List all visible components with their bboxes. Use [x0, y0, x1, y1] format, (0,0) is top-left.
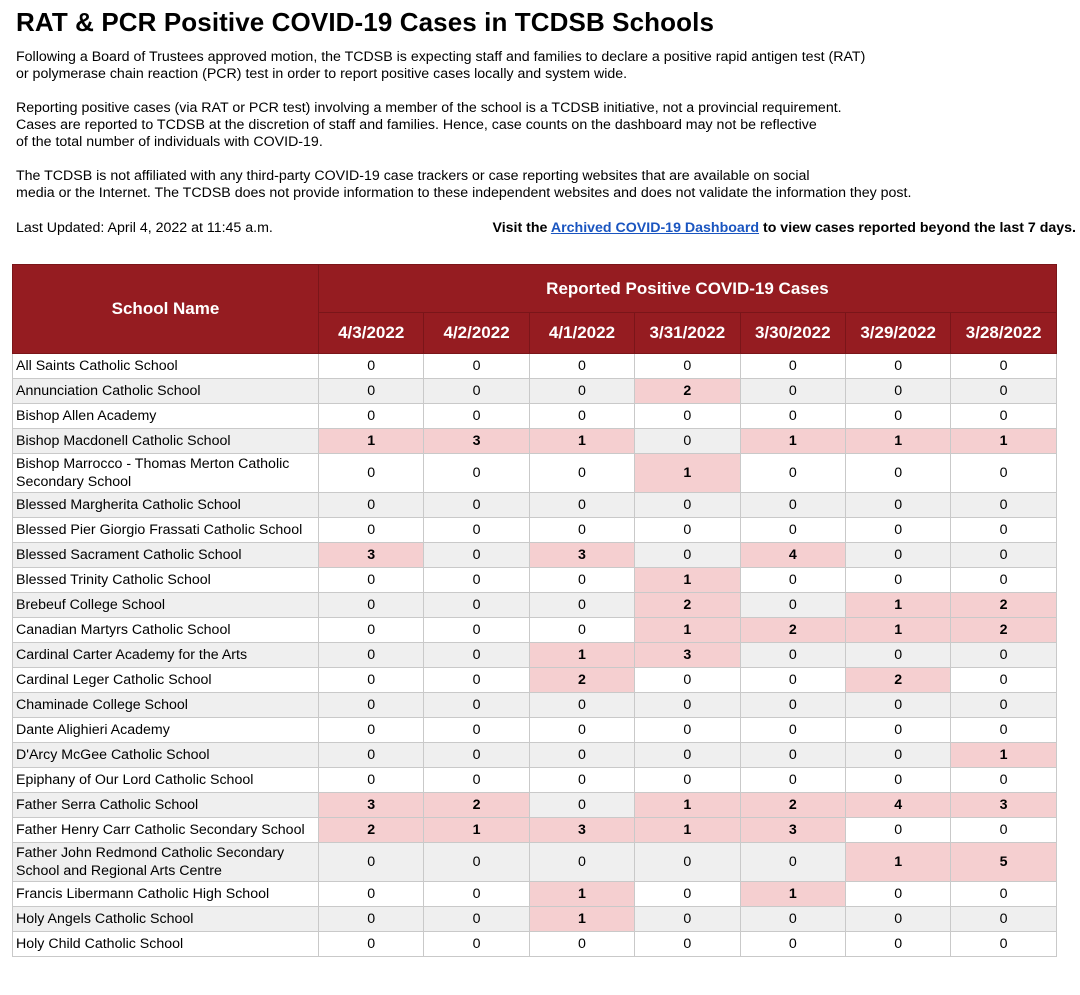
page-title: RAT & PCR Positive COVID-19 Cases in TCDSB Schools: [16, 7, 714, 37]
case-count-cell: 0: [424, 718, 529, 743]
case-count-cell: 0: [740, 743, 845, 768]
case-count-cell: 0: [951, 718, 1056, 743]
case-count-cell: 0: [424, 593, 529, 618]
case-count-cell: 0: [424, 568, 529, 593]
case-count-cell: 0: [951, 693, 1056, 718]
reported-cases-header: Reported Positive COVID-19 Cases: [319, 265, 1057, 313]
case-count-cell: 0: [635, 354, 740, 379]
case-count-cell: 1: [845, 843, 950, 882]
case-count-cell: 0: [424, 618, 529, 643]
last-updated: Last Updated: April 4, 2022 at 11:45 a.m.: [16, 220, 273, 236]
case-count-cell: 0: [319, 693, 424, 718]
case-count-cell: 2: [635, 379, 740, 404]
case-count-cell: 0: [951, 404, 1056, 429]
case-count-cell: 1: [740, 882, 845, 907]
table-row: [13, 818, 1057, 843]
case-count-cell: 0: [319, 907, 424, 932]
school-name-cell: Brebeuf College School: [13, 593, 319, 618]
date-header: 3/30/2022: [740, 313, 845, 354]
case-count-cell: 0: [951, 518, 1056, 543]
school-name-cell: Bishop Allen Academy: [13, 404, 319, 429]
case-count-cell: 0: [740, 843, 845, 882]
case-count-cell: 0: [740, 693, 845, 718]
table-row: [13, 618, 1057, 643]
case-count-cell: 0: [319, 593, 424, 618]
school-name-header: School Name: [13, 265, 319, 354]
table-row: [13, 882, 1057, 907]
table-row: [13, 543, 1057, 568]
case-count-cell: 0: [951, 668, 1056, 693]
table-row: [13, 379, 1057, 404]
case-count-cell: 2: [951, 593, 1056, 618]
case-count-cell: 0: [845, 907, 950, 932]
meta-row: [16, 220, 1076, 240]
case-count-cell: 0: [529, 454, 634, 493]
case-count-cell: 0: [951, 643, 1056, 668]
case-count-cell: 0: [635, 693, 740, 718]
case-count-cell: 0: [845, 882, 950, 907]
case-count-cell: 0: [635, 518, 740, 543]
school-name-cell: Father John Redmond Catholic Secondary School and Regional Arts Centre: [13, 843, 319, 882]
case-count-cell: 0: [319, 643, 424, 668]
case-count-cell: 0: [424, 518, 529, 543]
date-header: 3/29/2022: [845, 313, 950, 354]
school-name-cell: Blessed Margherita Catholic School: [13, 493, 319, 518]
case-count-cell: 1: [635, 454, 740, 493]
case-count-cell: 0: [845, 354, 950, 379]
case-count-cell: 0: [319, 354, 424, 379]
case-count-cell: 0: [424, 693, 529, 718]
case-count-cell: 0: [951, 543, 1056, 568]
school-name-cell: Annunciation Catholic School: [13, 379, 319, 404]
table-row: [13, 743, 1057, 768]
case-count-cell: 2: [740, 618, 845, 643]
case-count-cell: 0: [951, 932, 1056, 957]
table-body: [13, 354, 1057, 957]
case-count-cell: 0: [424, 354, 529, 379]
school-name-cell: Francis Libermann Catholic High School: [13, 882, 319, 907]
case-count-cell: 0: [845, 543, 950, 568]
case-count-cell: 0: [319, 454, 424, 493]
date-header: 3/28/2022: [951, 313, 1056, 354]
case-count-cell: 1: [319, 429, 424, 454]
table-row: [13, 768, 1057, 793]
table-row: [13, 668, 1057, 693]
school-name-cell: Epiphany of Our Lord Catholic School: [13, 768, 319, 793]
case-count-cell: 0: [424, 932, 529, 957]
case-count-cell: 0: [319, 718, 424, 743]
school-name-cell: Father Henry Carr Catholic Secondary School: [13, 818, 319, 843]
case-count-cell: 1: [424, 818, 529, 843]
table-row: [13, 518, 1057, 543]
case-count-cell: 0: [845, 643, 950, 668]
table-row: [13, 429, 1057, 454]
intro-paragraph-3: The TCDSB is not affiliated with any third-party COVID-19 case trackers or case reporting websites that are available on social media or the Internet. The TCDSB does not provide information to these independent websites and does not validate the information they post.: [16, 168, 912, 201]
case-count-cell: 1: [635, 568, 740, 593]
school-name-cell: Cardinal Carter Academy for the Arts: [13, 643, 319, 668]
case-count-cell: 0: [424, 379, 529, 404]
case-count-cell: 0: [529, 354, 634, 379]
case-count-cell: 0: [951, 379, 1056, 404]
case-count-cell: 1: [951, 743, 1056, 768]
case-count-cell: 0: [319, 768, 424, 793]
case-count-cell: 1: [635, 793, 740, 818]
case-count-cell: 0: [635, 404, 740, 429]
case-count-cell: 0: [529, 379, 634, 404]
school-name-cell: D'Arcy McGee Catholic School: [13, 743, 319, 768]
case-count-cell: 1: [529, 882, 634, 907]
case-count-cell: 0: [740, 568, 845, 593]
case-count-cell: 0: [951, 818, 1056, 843]
case-count-cell: 0: [319, 493, 424, 518]
case-count-cell: 0: [635, 493, 740, 518]
archived-dashboard-link[interactable]: Archived COVID-19 Dashboard: [550, 220, 760, 236]
case-count-cell: 3: [319, 543, 424, 568]
case-count-cell: 0: [951, 907, 1056, 932]
case-count-cell: 0: [845, 518, 950, 543]
case-count-cell: 1: [635, 818, 740, 843]
table-row: [13, 568, 1057, 593]
case-count-cell: 0: [740, 379, 845, 404]
table-row: [13, 454, 1057, 493]
case-count-cell: 0: [424, 404, 529, 429]
case-count-cell: 0: [845, 743, 950, 768]
case-count-cell: 0: [319, 668, 424, 693]
case-count-cell: 0: [740, 493, 845, 518]
case-count-cell: 0: [740, 668, 845, 693]
case-count-cell: 1: [845, 593, 950, 618]
case-count-cell: 3: [529, 543, 634, 568]
school-name-cell: Father Serra Catholic School: [13, 793, 319, 818]
school-name-cell: Holy Child Catholic School: [13, 932, 319, 957]
case-count-cell: 0: [424, 907, 529, 932]
case-count-cell: 5: [951, 843, 1056, 882]
case-count-cell: 0: [529, 743, 634, 768]
school-name-cell: Bishop Marrocco - Thomas Merton Catholic Secondary School: [13, 454, 319, 493]
case-count-cell: 0: [529, 768, 634, 793]
case-count-cell: 3: [740, 818, 845, 843]
case-count-cell: 0: [635, 718, 740, 743]
case-count-cell: 0: [424, 543, 529, 568]
case-count-cell: 1: [740, 429, 845, 454]
case-count-cell: 0: [635, 843, 740, 882]
case-count-cell: 0: [635, 543, 740, 568]
case-count-cell: 0: [740, 907, 845, 932]
case-count-cell: 0: [424, 454, 529, 493]
case-count-cell: 0: [319, 379, 424, 404]
case-count-cell: 0: [529, 793, 634, 818]
case-count-cell: 0: [529, 568, 634, 593]
cases-table: [12, 264, 1057, 957]
school-name-cell: Holy Angels Catholic School: [13, 907, 319, 932]
case-count-cell: 0: [845, 818, 950, 843]
case-count-cell: 0: [424, 843, 529, 882]
case-count-cell: 0: [424, 493, 529, 518]
case-count-cell: 2: [951, 618, 1056, 643]
case-count-cell: 0: [951, 568, 1056, 593]
case-count-cell: 0: [845, 493, 950, 518]
case-count-cell: 1: [845, 618, 950, 643]
case-count-cell: 0: [635, 743, 740, 768]
case-count-cell: 2: [319, 818, 424, 843]
case-count-cell: 0: [635, 907, 740, 932]
case-count-cell: 2: [845, 668, 950, 693]
case-count-cell: 0: [740, 454, 845, 493]
case-count-cell: 0: [424, 668, 529, 693]
intro-paragraph-2: Reporting positive cases (via RAT or PCR test) involving a member of the school is a TCDSB initiative, not a provincial requirement. Cases are reported to TCDSB at the discretion of staff and families. Hence, case counts on the dashboard may not be reflective of the total number of individuals with COVID-19.: [16, 100, 842, 150]
case-count-cell: 0: [319, 618, 424, 643]
table-row: [13, 593, 1057, 618]
case-count-cell: 1: [951, 429, 1056, 454]
case-count-cell: 3: [319, 793, 424, 818]
case-count-cell: 0: [319, 743, 424, 768]
case-count-cell: 0: [845, 693, 950, 718]
case-count-cell: 0: [529, 718, 634, 743]
date-header: 4/2/2022: [424, 313, 529, 354]
case-count-cell: 0: [529, 932, 634, 957]
case-count-cell: 3: [635, 643, 740, 668]
case-count-cell: 0: [529, 493, 634, 518]
case-count-cell: 0: [424, 882, 529, 907]
case-count-cell: 0: [529, 843, 634, 882]
case-count-cell: 0: [635, 882, 740, 907]
case-count-cell: 0: [319, 404, 424, 429]
case-count-cell: 0: [740, 354, 845, 379]
case-count-cell: 3: [424, 429, 529, 454]
case-count-cell: 0: [319, 518, 424, 543]
school-name-cell: Blessed Pier Giorgio Frassati Catholic School: [13, 518, 319, 543]
case-count-cell: 0: [845, 379, 950, 404]
table-row: [13, 354, 1057, 379]
case-count-cell: 3: [529, 818, 634, 843]
case-count-cell: 1: [529, 907, 634, 932]
table-row: [13, 693, 1057, 718]
page: [16, 0, 1076, 240]
case-count-cell: 0: [951, 454, 1056, 493]
table-row: [13, 643, 1057, 668]
case-count-cell: 0: [845, 404, 950, 429]
school-name-cell: Cardinal Leger Catholic School: [13, 668, 319, 693]
school-name-cell: Dante Alighieri Academy: [13, 718, 319, 743]
case-count-cell: 0: [529, 404, 634, 429]
table-row: [13, 404, 1057, 429]
case-count-cell: 0: [951, 354, 1056, 379]
case-count-cell: 1: [635, 618, 740, 643]
case-count-cell: 0: [529, 618, 634, 643]
case-count-cell: 0: [319, 843, 424, 882]
case-count-cell: 0: [635, 932, 740, 957]
case-count-cell: 0: [424, 768, 529, 793]
case-count-cell: 0: [740, 404, 845, 429]
case-count-cell: 0: [319, 882, 424, 907]
school-name-cell: All Saints Catholic School: [13, 354, 319, 379]
date-header: 4/3/2022: [319, 313, 424, 354]
school-name-cell: Blessed Trinity Catholic School: [13, 568, 319, 593]
table-row: [13, 793, 1057, 818]
case-count-cell: 2: [424, 793, 529, 818]
case-count-cell: 0: [319, 568, 424, 593]
case-count-cell: 0: [635, 429, 740, 454]
case-count-cell: 0: [740, 768, 845, 793]
case-count-cell: 0: [740, 593, 845, 618]
case-count-cell: 0: [845, 768, 950, 793]
case-count-cell: 2: [529, 668, 634, 693]
case-count-cell: 0: [951, 493, 1056, 518]
archive-prefix: Visit the: [492, 220, 548, 236]
case-count-cell: 0: [635, 668, 740, 693]
case-count-cell: 0: [529, 593, 634, 618]
case-count-cell: 0: [845, 718, 950, 743]
case-count-cell: 0: [740, 643, 845, 668]
case-count-cell: 0: [529, 518, 634, 543]
case-count-cell: 0: [529, 693, 634, 718]
case-count-cell: 0: [424, 743, 529, 768]
case-count-cell: 0: [951, 882, 1056, 907]
case-count-cell: 4: [845, 793, 950, 818]
school-name-cell: Blessed Sacrament Catholic School: [13, 543, 319, 568]
case-count-cell: 2: [635, 593, 740, 618]
case-count-cell: 0: [845, 932, 950, 957]
table-row: [13, 843, 1057, 882]
case-count-cell: 1: [529, 643, 634, 668]
case-count-cell: 0: [740, 932, 845, 957]
date-header: 3/31/2022: [635, 313, 740, 354]
school-name-cell: Bishop Macdonell Catholic School: [13, 429, 319, 454]
case-count-cell: 0: [740, 718, 845, 743]
date-header: 4/1/2022: [529, 313, 634, 354]
case-count-cell: 0: [424, 643, 529, 668]
case-count-cell: 4: [740, 543, 845, 568]
archive-notice: [493, 220, 1076, 236]
case-count-cell: 0: [845, 454, 950, 493]
case-count-cell: 0: [845, 568, 950, 593]
archive-suffix: to view cases reported beyond the last 7 days.: [762, 220, 1076, 236]
case-count-cell: 0: [951, 768, 1056, 793]
intro-paragraph-1: Following a Board of Trustees approved motion, the TCDSB is expecting staff and families to declare a positive rapid antigen test (RAT) or polymerase chain reaction (PCR) test in order to report positive cases locally and system wide.: [16, 49, 866, 82]
case-count-cell: 3: [951, 793, 1056, 818]
table-row: [13, 718, 1057, 743]
case-count-cell: 1: [845, 429, 950, 454]
case-count-cell: 1: [529, 429, 634, 454]
school-name-cell: Chaminade College School: [13, 693, 319, 718]
case-count-cell: 0: [740, 518, 845, 543]
case-count-cell: 0: [319, 932, 424, 957]
school-name-cell: Canadian Martyrs Catholic School: [13, 618, 319, 643]
case-count-cell: 0: [635, 768, 740, 793]
table-row: [13, 932, 1057, 957]
table-row: [13, 493, 1057, 518]
case-count-cell: 2: [740, 793, 845, 818]
table-row: [13, 907, 1057, 932]
